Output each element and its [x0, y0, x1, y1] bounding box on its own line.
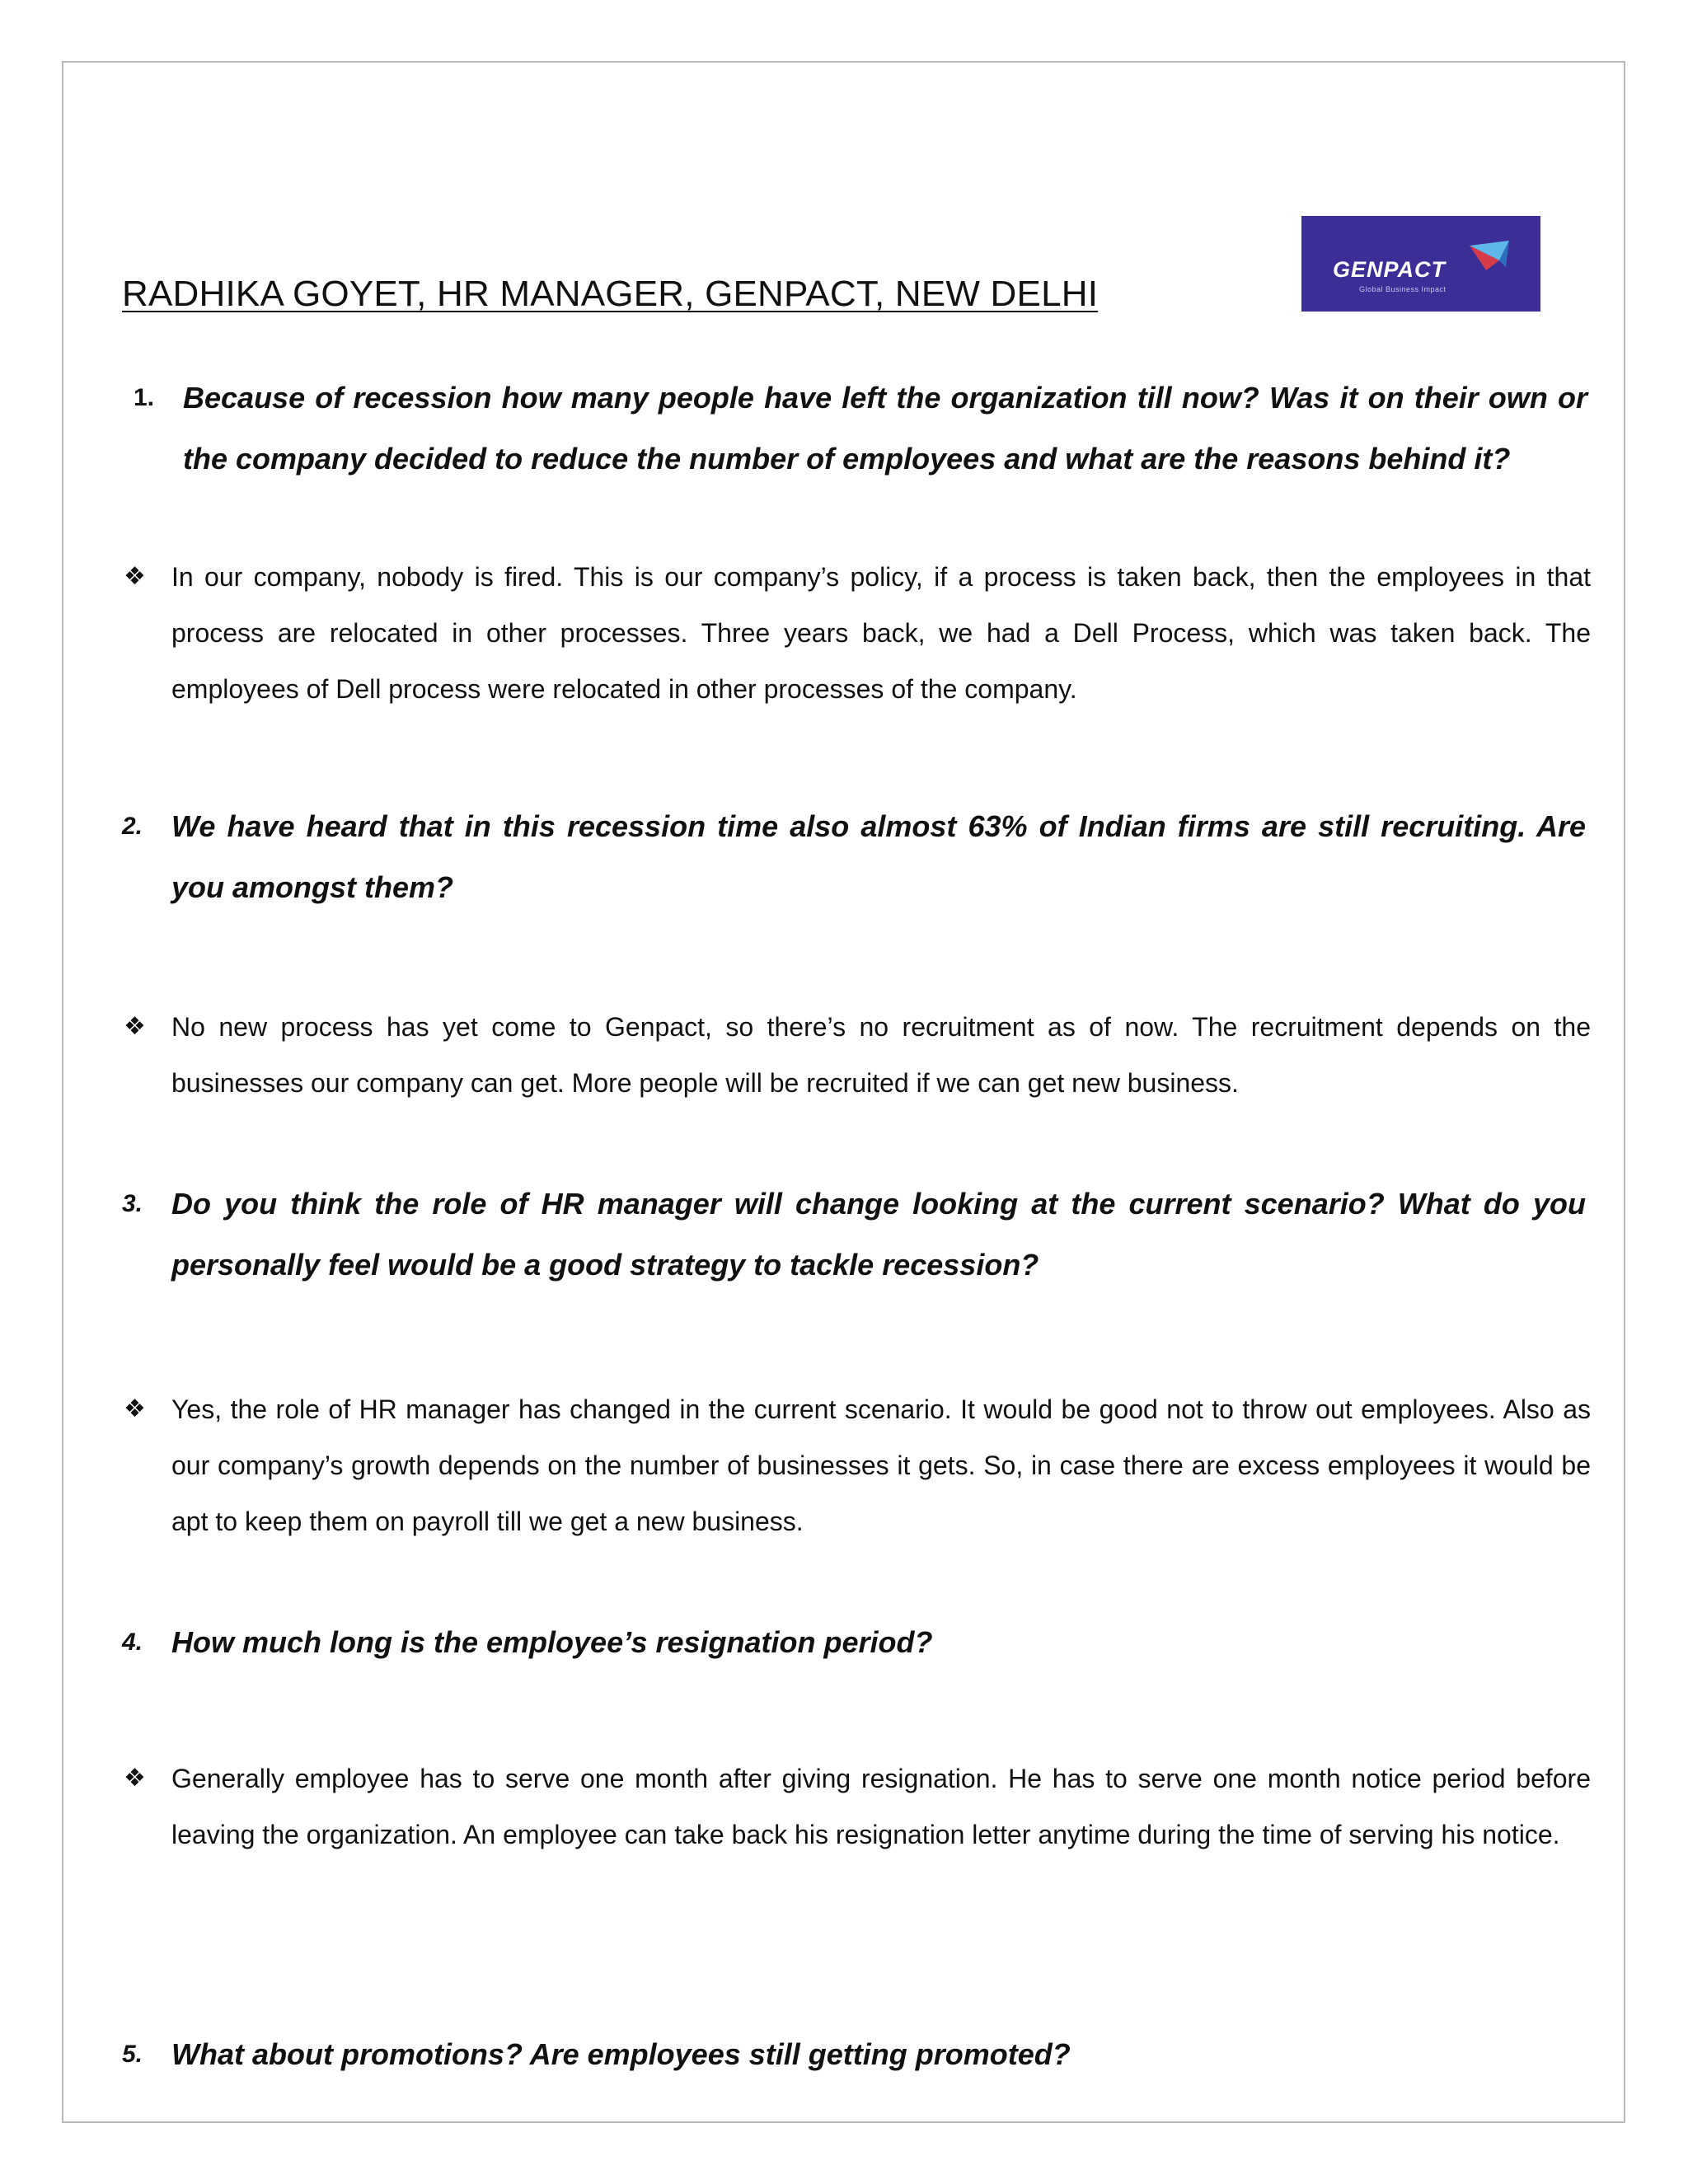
question-2	[122, 796, 1586, 918]
bullet-icon: ❖	[124, 562, 146, 591]
question-number: 2.	[122, 813, 143, 840]
answer-text: Yes, the role of HR manager has changed in the current scenario. It would be good not to throw out employees. Also as our company’s growth depends on the number of businesses it gets. So, in case there are excess employees it would be apt to keep them on payroll till we get a new business.	[171, 1394, 1591, 1536]
question-number: 5.	[122, 2041, 143, 2068]
answer-4	[124, 1750, 1591, 1863]
answer-text: Generally employee has to serve one month after giving resignation. He has to serve one month notice period before leaving the organization. An employee can take back his resignation letter anytime during the time of serving his notice.	[171, 1764, 1591, 1849]
question-text: Because of recession how many people have left the organization till now? Was it on their own or the company decided to reduce the number of employees and what are the reasons behind it?	[183, 381, 1587, 476]
answer-2	[124, 999, 1591, 1111]
answer-text: In our company, nobody is fired. This is our company’s policy, if a process is taken back, then the employees in that process are relocated in other processes. Three years back, we had a Dell Process, which was taken back. The employees of Dell process were relocated in other processes of the company.	[171, 562, 1591, 704]
logo-wordmark: GENPACT	[1333, 257, 1447, 282]
question-1	[134, 368, 1587, 490]
answer-text: No new process has yet come to Genpact, so there’s no recruitment as of now. The recruitment depends on the businesses our company can get. More people will be recruited if we can get new business.	[171, 1012, 1591, 1098]
question-text: Do you think the role of HR manager will change looking at the current scenario? What do you personally feel would be a good strategy to tackle recession?	[171, 1187, 1586, 1282]
question-number: 1.	[134, 384, 155, 411]
question-text: What about promotions? Are employees still getting promoted?	[171, 2037, 1071, 2071]
question-text: We have heard that in this recession time also almost 63% of Indian firms are still recruiting. Are you amongst them?	[171, 809, 1586, 904]
question-5	[122, 2024, 1586, 2085]
question-3	[122, 1174, 1586, 1296]
genpact-logo	[1301, 216, 1540, 312]
bullet-icon: ❖	[124, 1764, 146, 1793]
question-4	[122, 1612, 1586, 1673]
bullet-icon: ❖	[124, 1394, 146, 1423]
answer-1	[124, 549, 1591, 717]
question-number: 3.	[122, 1190, 143, 1217]
question-number: 4.	[122, 1629, 143, 1656]
answer-3	[124, 1381, 1591, 1549]
page-title: RADHIKA GOYET, HR MANAGER, GENPACT, NEW DELHI	[122, 274, 1099, 314]
logo-tagline: Global Business Impact	[1359, 285, 1447, 293]
logo-flag-icon	[1466, 237, 1516, 287]
question-text: How much long is the employee’s resignation period?	[171, 1625, 933, 1659]
bullet-icon: ❖	[124, 1012, 146, 1041]
